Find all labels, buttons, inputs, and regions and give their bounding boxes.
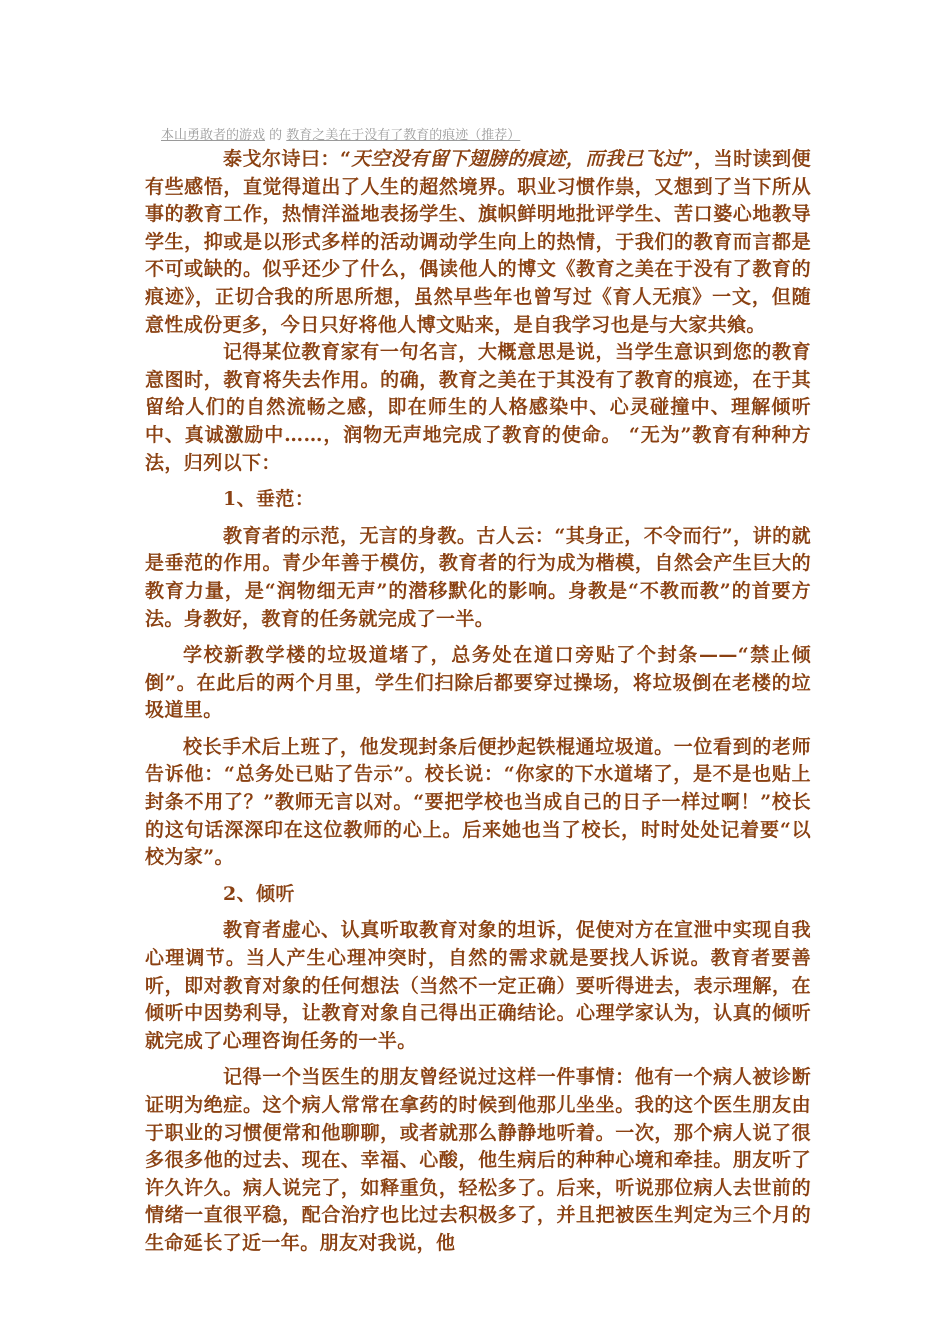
tagore-quote: 天空没有留下翅膀的痕迹，而我已飞过 <box>351 148 683 170</box>
paragraph-intro-post: ”，当时读到便有些感悟，直觉得道出了人生的超然境界。职业习惯作祟，又想到了当下所从事的教育工作，热情洋溢地表扬学生、旗帜鲜明地批评学生、苦口婆心地教导学生，抑或是以形式多样的活动调动学生向上的热情，于我们的教育而言都是不可或缺的。似乎还少了什么，偶读他人的博文《教育之美在于没有了教育的痕迹》，正切合我的所思所想，虽然早些年也曾写过《育人无痕》一文，但随意性成份更多，今日只好将他人博文贴来，是自我学习也是与大家共飨。 <box>145 148 811 336</box>
paragraph-intro-pre: 泰戈尔诗曰：“ <box>223 148 352 170</box>
paragraph-modeling: 教育者的示范，无言的身教。古人云：“其身正，不令而行”，讲的就是垂范的作用。青少年善于模仿，教育者的行为成为楷模，自然会产生巨大的教育力量，是“润物细无声”的潜移默化的影响。身教是“不教而教”的首要方法。身教好，教育的任务就完成了一半。 <box>145 524 811 630</box>
author-link[interactable]: 本山勇敢者的游戏 <box>161 128 266 143</box>
paragraph-garbage-chute: 学校新教学楼的垃圾道堵了，总务处在道口旁贴了个封条——“禁止倾倒”。在此后的两个月里，学生们扫除后都要穿过操场，将垃圾倒在老楼的垃圾道里。 <box>145 644 811 722</box>
breadcrumb <box>161 124 520 143</box>
article-body <box>145 146 811 1258</box>
section-heading-2: 2、倾听 <box>223 882 295 905</box>
paragraph-doctor-story: 记得一个当医生的朋友曾经说过这样一件事情：他有一个病人被诊断证明为绝症。这个病人常常在拿药的时候到他那儿坐坐。我的这个医生朋友由于职业的习惯便常和他聊聊，或者就那么静静地听着。一次，那个病人说了很多很多他的过去、现在、幸福、心酸，他生病后的种种心境和牵挂。朋友听了许久许久。病人说完了，如释重负，轻松多了。后来，听说那位病人去世前的情绪一直很平稳，配合治疗也比过去积极多了，并且把被医生判定为三个月的生命延长了近一年。朋友对我说，他 <box>145 1066 811 1254</box>
section-heading-1: 1、垂范： <box>223 488 315 511</box>
paragraph-principal: 校长手术后上班了，他发现封条后便抄起铁棍通垃圾道。一位看到的老师告诉他：“总务处已贴了告示”。校长说：“你家的下水道堵了，是不是也贴上封条不用了？”教师无言以对。“要把学校也当成自己的日子一样过啊！”校长的这句话深深印在这位教师的心上。后来她也当了校长，时时处处记着要“以校为家”。 <box>145 735 811 869</box>
article-title-link[interactable]: 教育之美在于没有了教育的痕迹（推荐） <box>286 128 521 143</box>
paragraph-listening: 教育者虚心、认真听取教育对象的坦诉，促使对方在宣泄中实现自我心理调节。当人产生心理冲突时，自然的需求就是要找人诉说。教育者要善听，即对教育对象的任何想法（当然不一定正确）要听得进去，表示理解，在倾听中因势利导，让教育对象自己得出正确结论。心理学家认为，认真的倾听就完成了心理咨询任务的一半。 <box>145 919 811 1052</box>
breadcrumb-connector: 的 <box>265 128 287 143</box>
paragraph-intro <box>145 146 811 339</box>
paragraph-educator-quote: 记得某位教育家有一句名言，大概意思是说，当学生意识到您的教育意图时，教育将失去作用。的确，教育之美在于其没有了教育的痕迹，在于其留给人们的自然流畅之感，即在师生的人格感染中、心灵碰撞中、理解倾听中、真诚激励中……，润物无声地完成了教育的使命。 “无为”教育有种种方法，归列以下： <box>145 341 811 474</box>
